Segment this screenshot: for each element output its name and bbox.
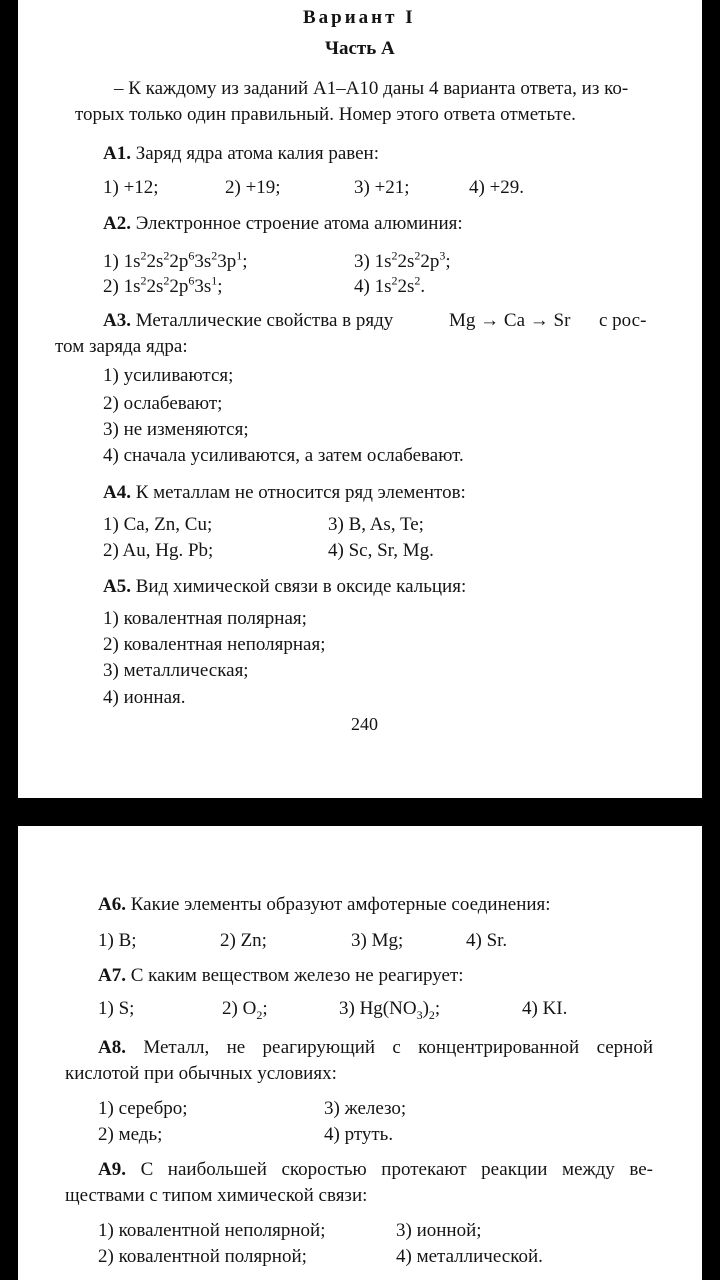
page-241 [18,826,702,1280]
question-a5 [103,575,466,599]
question-a4 [103,481,466,505]
option-a6-3: 3) Mg; [351,930,404,951]
option-a3-2: 2) ослабевают; [103,393,223,414]
option-a6-4: 4) Sr. [466,930,508,951]
question-text: Вид химической связи в оксиде кальция: [135,576,467,597]
option-a9-2: 2) ковалентной полярной; [98,1246,307,1267]
option-a7-4: 4) KI. [522,998,568,1019]
question-number: А4. [103,482,131,503]
intro-line-1: – К каждому из заданий А1–А10 даны 4 варианта ответа, из ко- [114,78,629,99]
option-a3-1: 1) усиливаются; [103,365,234,386]
element-series: Mg → Ca → Sr [449,310,571,331]
option-a8-2: 2) медь; [98,1124,163,1145]
question-a9-line-1 [98,1158,653,1182]
option-a8-3: 3) железо; [324,1098,407,1119]
question-a6 [98,893,551,917]
option-a1-1: 1) +12; [103,177,159,198]
page-number: 240 [351,714,378,734]
question-a3-line-1 [103,309,659,333]
intro-line-2: торых только один правильный. Номер этого ответа отметьте. [75,104,576,125]
option-a6-2: 2) Zn; [220,930,267,951]
question-a7 [98,964,464,988]
question-text: Металл, не реагирующий с концентрированной серной [143,1037,654,1058]
question-number: А7. [98,965,126,986]
option-a4-4: 4) Sc, Sr, Mg. [328,540,434,561]
option-a1-2: 2) +19; [225,177,281,198]
option-a7-3: 3) $Hg(NO_3)_2$; [339,998,441,1022]
question-a8-line-2: кислотой при обычных условиях: [65,1063,337,1084]
option-a3-4: 4) сначала усиливаются, а затем ослабевают. [103,445,464,466]
question-text: Какие элементы образуют амфотерные соединения: [130,894,551,915]
option-a5-1: 1) ковалентная полярная; [103,608,307,629]
option-a9-1: 1) ковалентной неполярной; [98,1220,326,1241]
question-text: К металлам не относится ряд элементов: [135,482,466,503]
question-text: С каким веществом железо не реагирует: [130,965,464,986]
question-number: А6. [98,894,126,915]
part-title: Часть А [325,38,395,59]
question-a9-line-2: ществами с типом химической связи: [65,1185,368,1206]
option-a4-2: 2) Au, Hg. Pb; [103,540,214,561]
option-a2-1: 1) $1s^22s^22p^63s^23p^1$; [103,248,248,272]
option-a5-4: 4) ионная. [103,687,186,708]
question-number: А5. [103,576,131,597]
option-a1-3: 3) +21; [354,177,410,198]
option-a1-4: 4) +29. [469,177,525,198]
option-a3-3: 3) не изменяются; [103,419,249,440]
question-number: А1. [103,143,131,164]
variant-title: Вариант I [303,7,416,28]
option-a7-1: 1) S; [98,998,135,1019]
option-a7-2: 2) $O_2$; [222,998,268,1022]
question-a8-line-1 [98,1036,653,1060]
option-a4-3: 3) B, As, Te; [328,514,424,535]
option-a8-4: 4) ртуть. [324,1124,394,1145]
option-a9-3: 3) ионной; [396,1220,482,1241]
question-number: А2. [103,213,131,234]
option-a2-2: 2) $1s^22s^22p^63s^1$; [103,273,223,297]
question-text-suffix: с рос- [599,310,647,331]
question-number: А9. [98,1159,126,1180]
question-number: А3. [103,310,131,331]
option-a2-3: 3) $1s^22s^22p^3$; [354,248,451,272]
option-a4-1: 1) Ca, Zn, Cu; [103,514,213,535]
question-number: А8. [98,1037,126,1058]
question-a1 [103,142,379,166]
option-a2-4: 4) $1s^22s^2$. [354,273,426,297]
option-a9-4: 4) металлической. [396,1246,543,1267]
option-a5-2: 2) ковалентная неполярная; [103,634,326,655]
question-a3-line-2: том заряда ядра: [55,336,188,357]
question-a2 [103,212,463,236]
page-240 [18,0,702,798]
option-a8-1: 1) серебро; [98,1098,188,1119]
option-a6-1: 1) B; [98,930,137,951]
question-text: Заряд ядра атома калия равен: [135,143,379,164]
question-text: Металлические свойства в ряду [135,310,394,331]
question-text: Электронное строение атома алюминия: [135,213,463,234]
question-text: С наибольшей скоростью протекают реакции между ве- [140,1159,653,1180]
option-a5-3: 3) металлическая; [103,660,249,681]
